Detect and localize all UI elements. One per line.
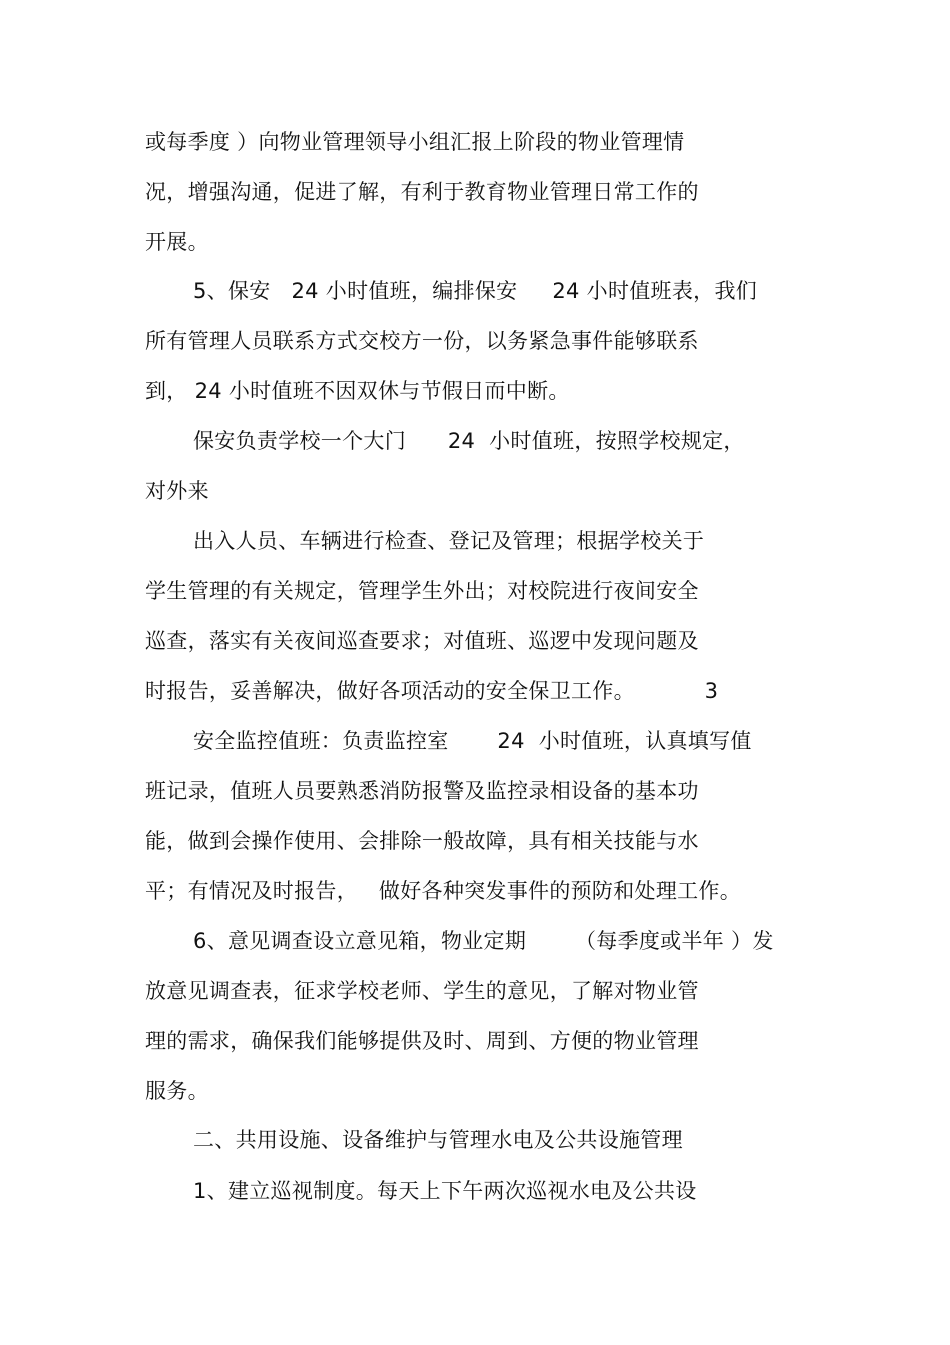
- text-line: 时报告，妥善解决，做好各项活动的安全保卫工作。 3: [145, 679, 719, 703]
- text-line: 保安负责学校一个大门 24 小时值班，按照学校规定，: [193, 429, 745, 453]
- text-line: 安全监控值班：负责监控室 24 小时值班，认真填写值: [193, 729, 752, 753]
- text-line: 6、意见调查设立意见箱，物业定期 （每季度或半年 ）发: [193, 929, 774, 953]
- text-line: 理的需求，确保我们能够提供及时、周到、方便的物业管理: [145, 1029, 699, 1053]
- text-line: 放意见调查表，征求学校老师、学生的意见，了解对物业管: [145, 979, 699, 1003]
- text-line: 服务。: [145, 1079, 209, 1103]
- text-line: 学生管理的有关规定，管理学生外出；对校院进行夜间安全: [145, 579, 699, 603]
- text-line: 能，做到会操作使用、会排除一般故障，具有相关技能与水: [145, 829, 699, 853]
- text-line: 平；有情况及时报告， 做好各种突发事件的预防和处理工作。: [145, 879, 742, 903]
- text-line: 到， 24 小时值班不因双休与节假日而中断。: [145, 379, 570, 403]
- text-line: 开展。: [145, 230, 209, 254]
- text-line: 5、保安 24 小时值班，编排保安 24 小时值班表，我们: [193, 279, 758, 303]
- text-line: 巡查，落实有关夜间巡查要求；对值班、巡逻中发现问题及: [145, 629, 699, 653]
- text-line: 所有管理人员联系方式交校方一份，以务紧急事件能够联系: [145, 329, 699, 353]
- text-line: 对外来: [145, 479, 209, 503]
- text-line: 况，增强沟通，促进了解，有利于教育物业管理日常工作的: [145, 180, 699, 204]
- text-line: 1、建立巡视制度。每天上下午两次巡视水电及公共设: [193, 1179, 697, 1203]
- text-line: 二、共用设施、设备维护与管理水电及公共设施管理: [193, 1128, 683, 1152]
- text-line: 或每季度 ）向物业管理领导小组汇报上阶段的物业管理情: [145, 130, 685, 154]
- text-line: 班记录，值班人员要熟悉消防报警及监控录相设备的基本功: [145, 779, 699, 803]
- text-line: 出入人员、车辆进行检查、登记及管理；根据学校关于: [193, 529, 705, 553]
